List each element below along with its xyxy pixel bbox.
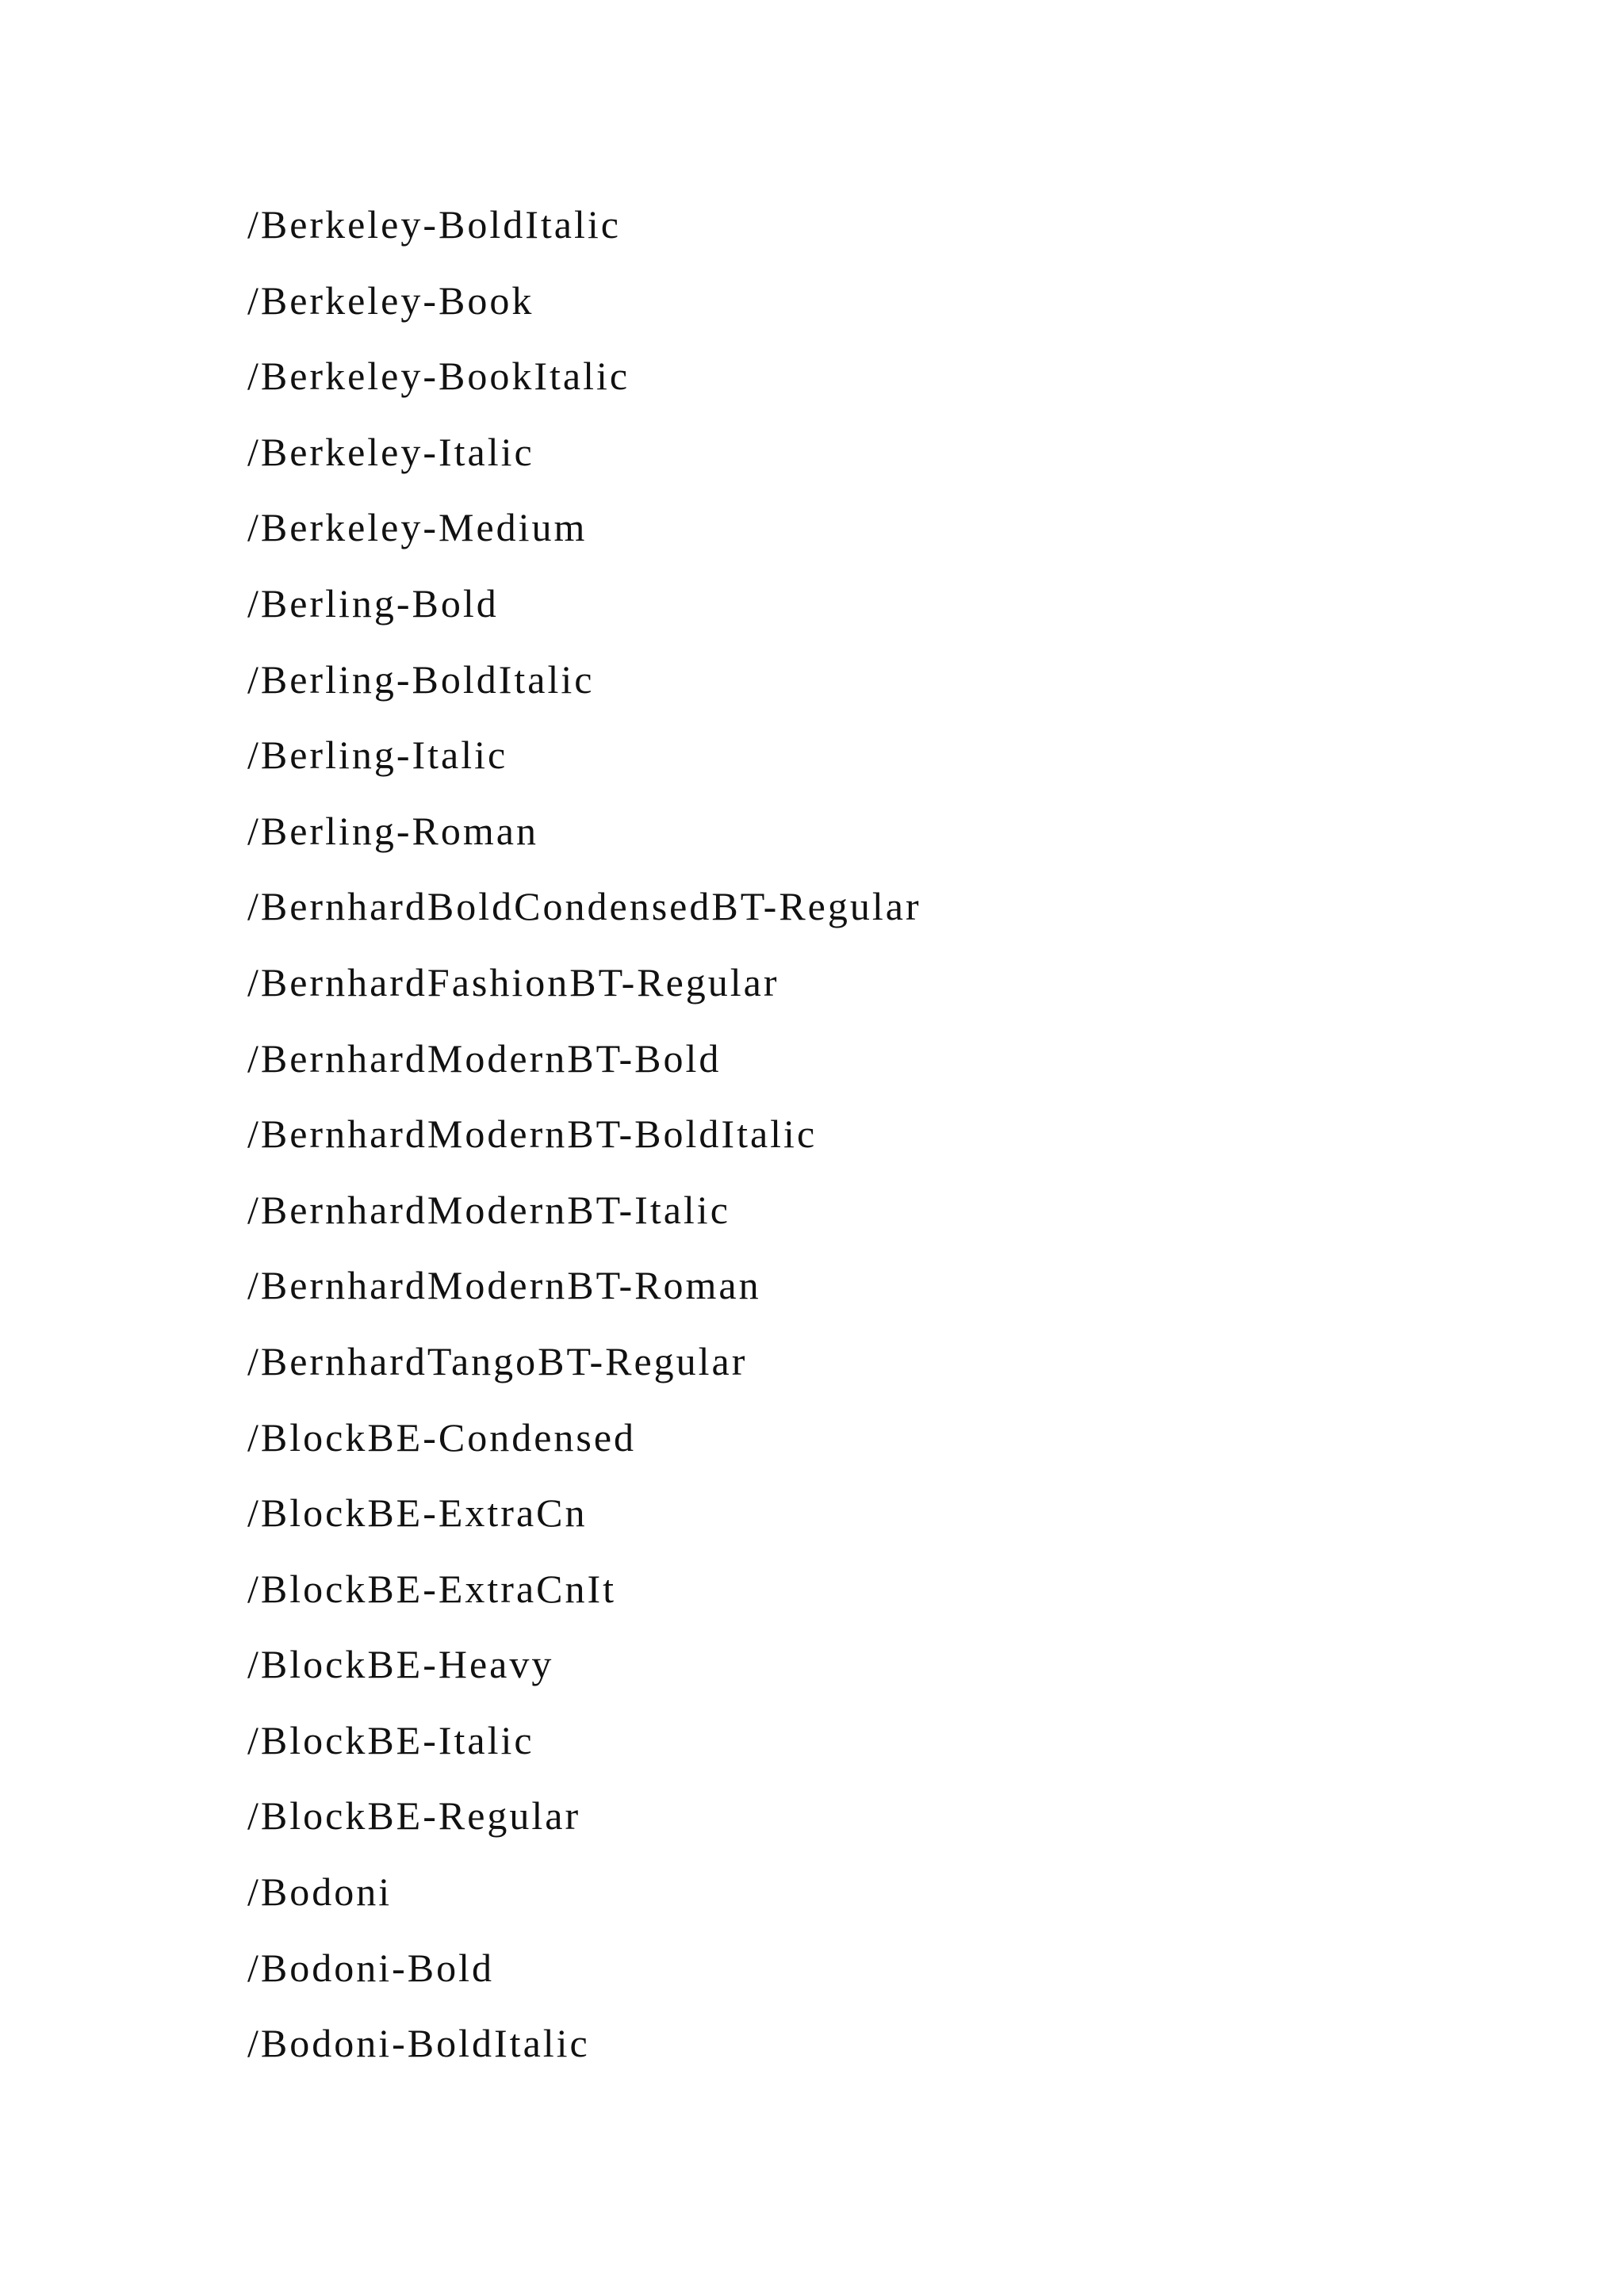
list-item: /BernhardTangoBT-Regular bbox=[247, 1338, 748, 1383]
list-item: /BernhardModernBT-Roman bbox=[247, 1263, 761, 1308]
list-item: /BlockBE-Condensed bbox=[247, 1414, 637, 1460]
list-item: /BernhardModernBT-Italic bbox=[247, 1187, 730, 1232]
list-item: /Berling-Italic bbox=[247, 733, 508, 778]
list-item: /Berling-Bold bbox=[247, 580, 499, 626]
list-item: /Berkeley-Book bbox=[247, 277, 534, 323]
font-name-list bbox=[247, 187, 921, 2082]
list-item: /BernhardFashionBT-Regular bbox=[247, 959, 779, 1004]
list-item: /Berkeley-Medium bbox=[247, 505, 588, 550]
list-item: /BlockBE-Heavy bbox=[247, 1642, 554, 1687]
list-item: /BernhardModernBT-Bold bbox=[247, 1035, 722, 1081]
list-item: /BlockBE-ExtraCnIt bbox=[247, 1566, 617, 1611]
list-item: /BernhardBoldCondensedBT-Regular bbox=[247, 884, 921, 929]
list-item: /Berkeley-Italic bbox=[247, 429, 534, 474]
list-item: /BlockBE-Italic bbox=[247, 1717, 534, 1762]
list-item: /BlockBE-ExtraCn bbox=[247, 1490, 588, 1536]
list-item: /Berkeley-BoldItalic bbox=[247, 202, 621, 247]
list-item: /BernhardModernBT-BoldItalic bbox=[247, 1112, 818, 1157]
list-item: /Berling-Roman bbox=[247, 808, 538, 853]
list-item: /BlockBE-Regular bbox=[247, 1793, 581, 1839]
list-item: /Berkeley-BookItalic bbox=[247, 354, 630, 399]
list-item: /Bodoni-Bold bbox=[247, 1945, 495, 1990]
list-item: /Bodoni-BoldItalic bbox=[247, 2021, 590, 2066]
list-item: /Berling-BoldItalic bbox=[247, 656, 595, 702]
list-item: /Bodoni bbox=[247, 1869, 393, 1915]
